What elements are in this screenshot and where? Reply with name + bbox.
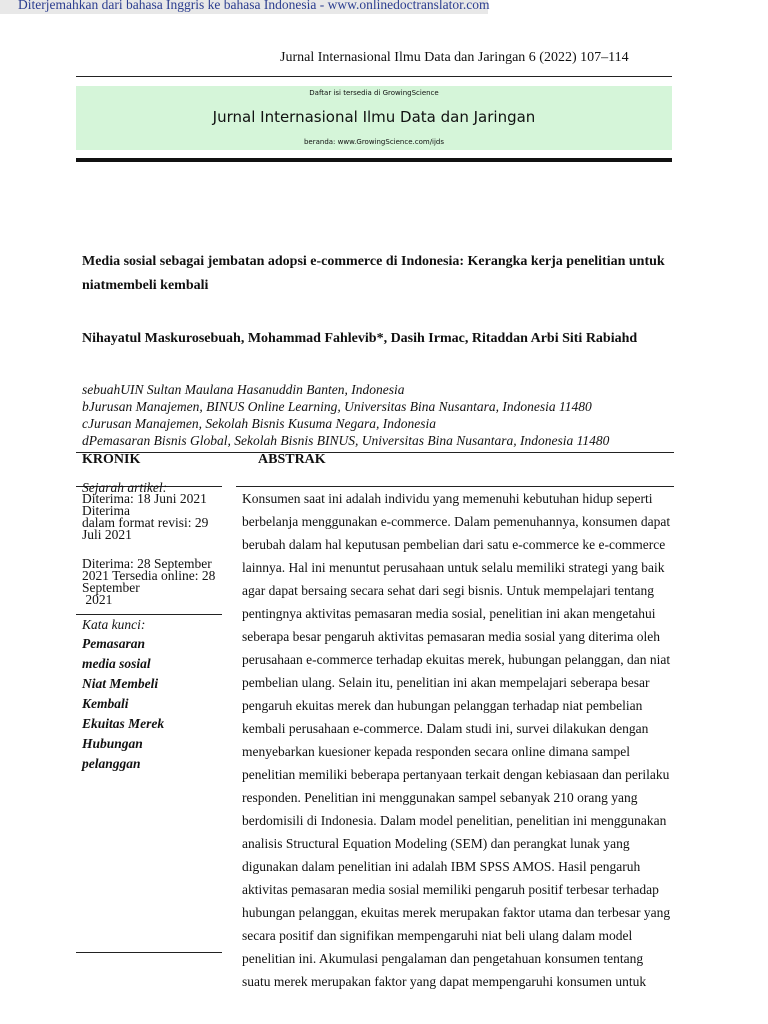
affiliations — [82, 381, 609, 449]
abstract-line: responden. Penelitian ini menggunakan sampel sebanyak 210 orang yang — [242, 790, 638, 805]
keyword: Niat Membeli — [82, 676, 159, 691]
abstract-line: menyebarkan kuesioner kepada responden secara online dimana sampel — [242, 744, 630, 759]
affiliation-line: sebuahUIN Sultan Maulana Hasanuddin Banten, Indonesia — [82, 382, 405, 397]
keyword: Pemasaran — [82, 636, 146, 651]
history-label: Sejarah artikel: — [82, 480, 168, 495]
abstract-line: kembali perusahaan e-commerce. Dalam studi ini, survei dilakukan dengan — [242, 721, 649, 736]
abstract-line: berubah dalam hal keputusan pembelian dari satu e-commerce ke e-commerce — [242, 537, 666, 552]
abstract-line: aktivitas pemasaran media sosial memiliki pengaruh positif terbesar terhadap — [242, 882, 659, 897]
author-list: Nihayatul Maskurosebuah, Mohammad Fahlevib*, Dasih Irmac, Ritaddan Arbi Siti Rabiahd — [82, 331, 638, 346]
abstract-line: agar dapat bersaing secara sehat dari segi bisnis. Untuk mempelajari tentang — [242, 583, 654, 598]
header-top-rule — [76, 76, 672, 77]
abstract-line: perusahaan e-commerce terhadap ekuitas merek, hubungan pelanggan, dan niat — [242, 652, 671, 667]
header-bottom-rule — [76, 158, 672, 162]
affiliation-line: bJurusan Manajemen, BINUS Online Learning, Universitas Bina Nusantara, Indonesia 11480 — [82, 399, 592, 414]
abstract-line: Konsumen saat ini adalah individu yang memenuhi kebutuhan hidup seperti — [242, 491, 653, 506]
abstract-line: berbelanja menggunakan e-commerce. Dalam pemenuhannya, konsumen dapat — [242, 514, 671, 529]
keyword: Kembali — [82, 696, 129, 711]
journal-header — [76, 86, 672, 150]
contents-availability: Daftar isi tersedia di GrowingScience — [309, 89, 439, 97]
journal-homepage: beranda: www.GrowingScience.com/ijds — [303, 138, 445, 146]
keyword: Ekuitas Merek — [82, 716, 165, 731]
abstract-line: analisis Structural Equation Modeling (SEM) dan perangkat lunak yang — [242, 836, 630, 851]
keyword: media sosial — [82, 656, 151, 671]
translation-banner-text: Diterjemahkan dari bahasa Inggris ke bahasa Indonesia - www.onlinedoctranslator.com — [18, 0, 490, 12]
history-line: dalam format revisi: 29 — [82, 515, 209, 530]
abstract-line: pengaruh ekuitas merek dan hubungan pelanggan terhadap niat pembelian — [242, 698, 643, 713]
abstract-body — [242, 487, 674, 993]
abstract-line: pentingnya aktivitas pemasaran media sosial, penelitian ini akan mengetahui — [242, 606, 656, 621]
paper-title-line: Media sosial sebagai jembatan adopsi e-commerce di Indonesia: Kerangka kerja penelitian untuk — [82, 254, 665, 269]
sidebar-rule — [76, 952, 222, 953]
keyword: pelanggan — [82, 756, 141, 771]
history-line: 2021 Tersedia online: 28 — [82, 568, 216, 583]
sidebar-rule — [76, 614, 222, 615]
keywords — [82, 616, 222, 774]
abstract-line: secara positif dan signifikan mempengaruhi niat beli ulang dalam model — [242, 928, 633, 943]
abstrak-heading: ABSTRAK — [258, 452, 326, 467]
history-line: Diterima: 28 September — [82, 556, 212, 571]
abstract-line: berdomisili di Indonesia. Dalam model penelitian, penelitian ini menggunakan — [242, 813, 667, 828]
keyword: Hubungan — [82, 736, 143, 751]
article-history — [82, 482, 222, 606]
abstract-line: suatu merek merupakan faktor yang dapat mempengaruhi konsumen untuk — [242, 974, 647, 989]
history-line: Juli 2021 — [82, 527, 132, 542]
paper-title-line: niatmembeli kembali — [82, 278, 209, 293]
paper-title — [82, 250, 672, 298]
abstract-line: penelitian ini. Akumulasi pengalaman dan pengetahuan konsumen tentang — [242, 951, 644, 966]
abstract-line: hubungan pelanggan, ekuitas merek merupakan faktor utama dan terbesar yang — [242, 905, 671, 920]
kronik-heading: KRONIK — [82, 452, 141, 467]
abstract-line: digunakan dalam penelitian ini adalah IBM SPSS AMOS. Hasil pengaruh — [242, 859, 641, 874]
section-rule — [76, 452, 674, 453]
history-line: September — [82, 580, 140, 595]
translation-banner — [0, 0, 488, 14]
journal-title: Jurnal Internasional Ilmu Data dan Jaringan — [212, 108, 536, 126]
keywords-label: Kata kunci: — [82, 617, 146, 632]
journal-citation: Jurnal Internasional Ilmu Data dan Jaringan 6 (2022) 107–114 — [280, 50, 629, 65]
abstract-line: penelitian memiliki beberapa pertanyaan terkait dengan kebiasaan dan perilaku — [242, 767, 670, 782]
affiliation-line: cJurusan Manajemen, Sekolah Bisnis Kusuma Negara, Indonesia — [82, 416, 436, 431]
history-line: Diterima: 18 Juni 2021 — [82, 491, 207, 506]
history-line: Diterima — [82, 503, 130, 518]
affiliation-line: dPemasaran Bisnis Global, Sekolah Bisnis BINUS, Universitas Bina Nusantara, Indonesia 11480 — [82, 433, 610, 448]
abstract-line: lainnya. Hal ini menuntut perusahaan untuk selalu memiliki strategi yang baik — [242, 560, 665, 575]
abstract-line: pembelian ulang. Selain itu, penelitian ini akan mempelajari seberapa besar — [242, 675, 650, 690]
history-line: 2021 — [82, 592, 113, 607]
abstract-line: seberapa besar pengaruh aktivitas pemasaran media sosial yang diterima oleh — [242, 629, 660, 644]
